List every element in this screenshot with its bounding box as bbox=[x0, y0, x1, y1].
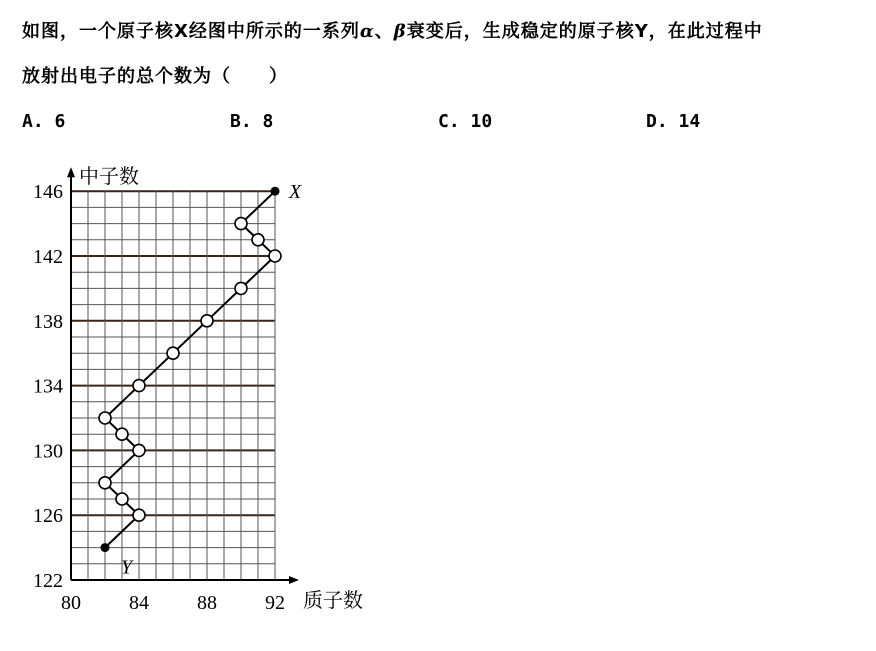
chart-grid bbox=[71, 191, 275, 580]
y-tick-label: 130 bbox=[33, 440, 63, 463]
question-text-part2: 衰变后，生成稳定的原子核Y，在此过程中 bbox=[406, 21, 763, 42]
nucleus-point-open bbox=[235, 218, 247, 230]
y-axis-label: 中子数 bbox=[79, 164, 139, 189]
nucleus-point-open bbox=[269, 250, 281, 262]
start-point-label: X bbox=[289, 181, 302, 204]
x-tick-label: 92 bbox=[265, 592, 285, 614]
beta-symbol: β bbox=[393, 21, 407, 42]
x-tick-label: 84 bbox=[129, 592, 149, 614]
y-tick-label: 126 bbox=[33, 505, 63, 528]
question-line-2: 放射出电子的总个数为（ ） bbox=[22, 66, 288, 87]
x-axis-arrow bbox=[289, 576, 299, 584]
nucleus-point-open bbox=[99, 477, 111, 489]
y-tick-label: 138 bbox=[33, 310, 63, 333]
option-c[interactable]: C. 10 bbox=[438, 111, 493, 132]
nucleus-point-open bbox=[133, 444, 145, 456]
nucleus-point-open bbox=[99, 412, 111, 424]
nucleus-point-filled bbox=[271, 187, 280, 196]
x-tick-label: 80 bbox=[61, 592, 81, 614]
option-a[interactable]: A. 6 bbox=[22, 111, 66, 132]
alpha-symbol: α bbox=[359, 21, 375, 42]
nucleus-point-open bbox=[133, 380, 145, 392]
end-point-label: Y bbox=[121, 556, 133, 579]
y-axis-arrow bbox=[67, 167, 75, 177]
question-text-part1: 如图，一个原子核X经图中所示的一系列 bbox=[22, 21, 360, 42]
nucleus-point-open bbox=[116, 493, 128, 505]
option-b[interactable]: B. 8 bbox=[230, 111, 274, 132]
separator: 、 bbox=[374, 21, 394, 42]
nucleus-point-open bbox=[133, 509, 145, 521]
nucleus-point-open bbox=[167, 347, 179, 359]
nucleus-point-open bbox=[201, 315, 213, 327]
x-axis-label: 质子数 bbox=[303, 588, 363, 612]
nucleus-point-open bbox=[235, 282, 247, 294]
nucleus-point-filled bbox=[101, 543, 110, 552]
y-tick-label: 146 bbox=[33, 181, 63, 204]
chart-axes bbox=[67, 167, 299, 584]
option-d[interactable]: D. 14 bbox=[646, 111, 701, 132]
y-tick-label: 134 bbox=[33, 375, 63, 398]
y-tick-label: 122 bbox=[33, 570, 63, 592]
x-tick-label: 88 bbox=[197, 592, 217, 614]
y-tick-label: 142 bbox=[33, 246, 63, 268]
nucleus-point-open bbox=[116, 428, 128, 440]
nucleus-point-open bbox=[252, 234, 264, 246]
